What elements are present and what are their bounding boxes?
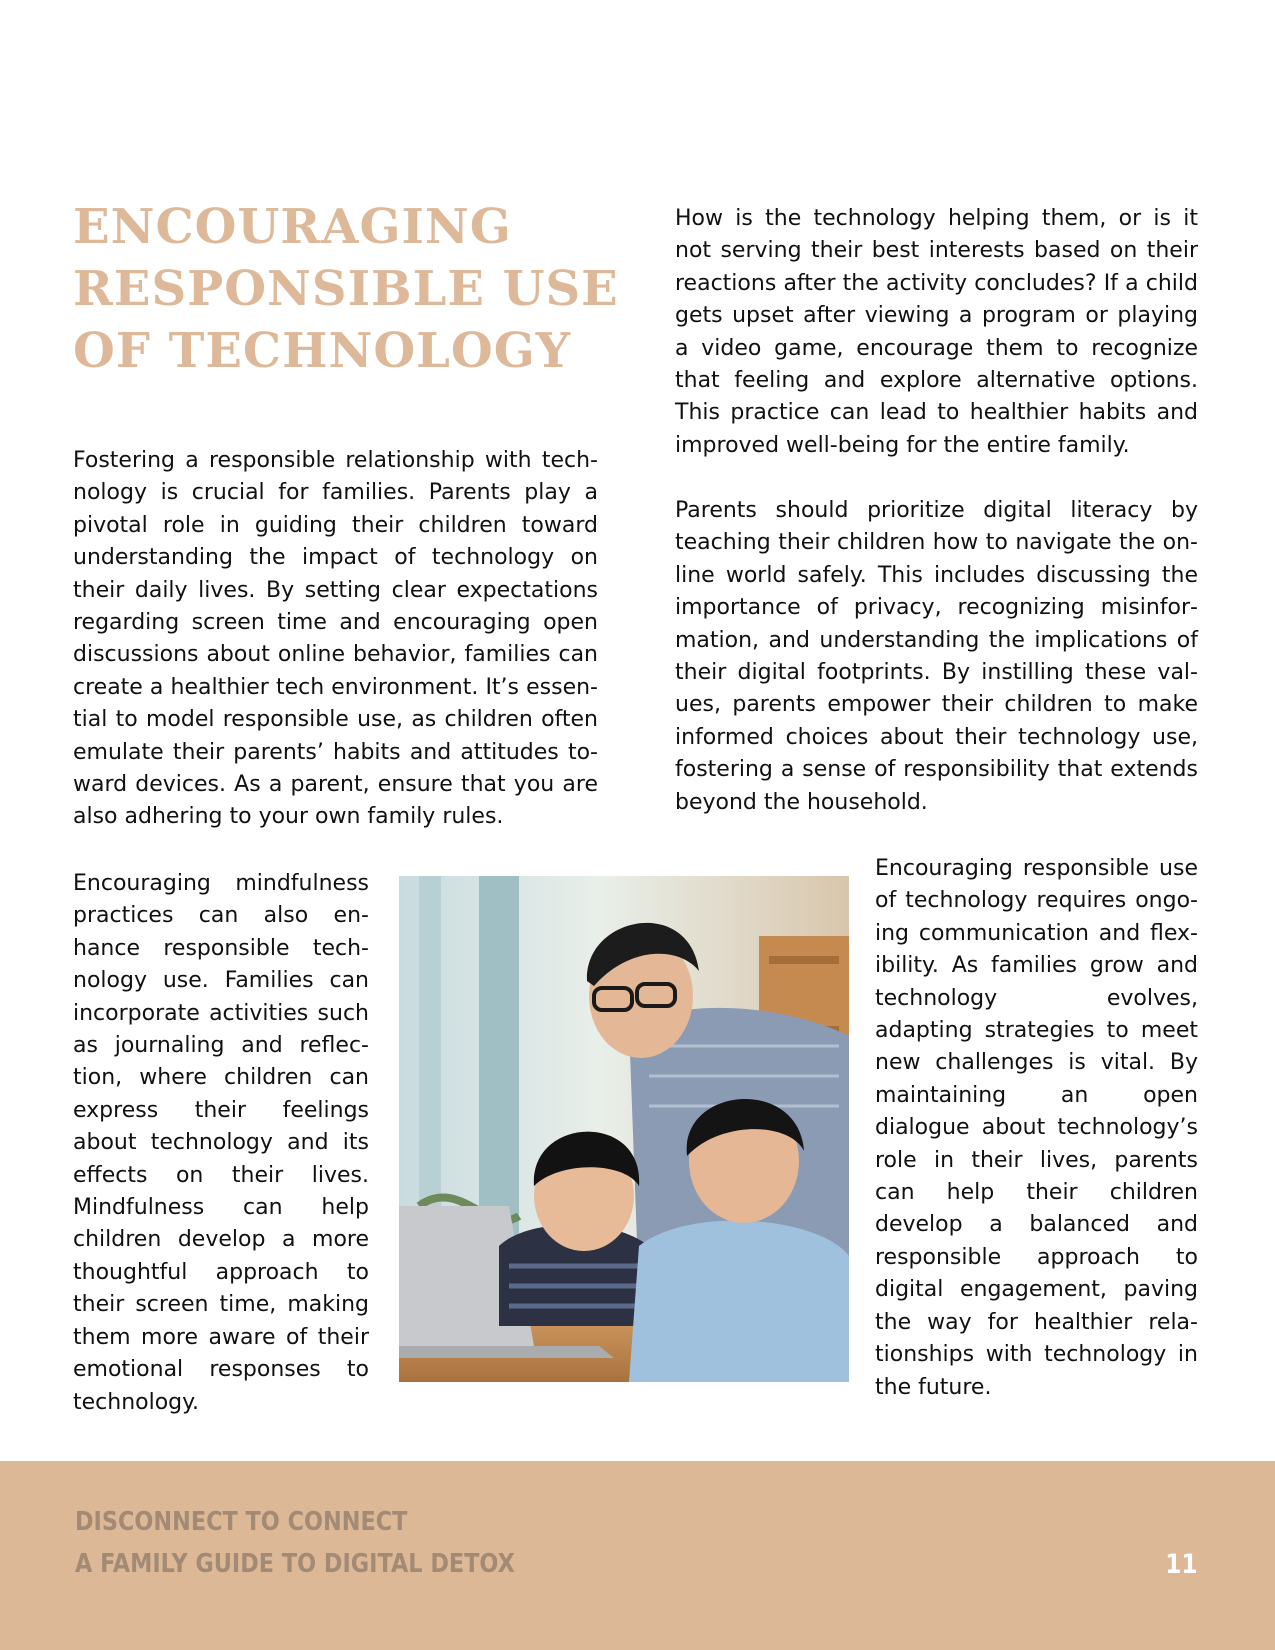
page-footer — [0, 1461, 1275, 1650]
title-line: OF TECHNOLOGY — [73, 323, 571, 379]
ongoing-communication-paragraph: Encouraging responsible use of technology requires ongoing communication and flexibility. As families grow and technology evolves, adapting strategies to meet new challenges is vital. By maintaining an open dialogue about technology’s role in their lives, parents can help their children develop a balanced and responsible approach to digital engagement, paving the way for healthier relationships with technology in the future. — [875, 856, 1198, 1400]
title-line: ENCOURAGING — [73, 199, 512, 255]
footer-guide-title: DISCONNECT TO CONNECT — [75, 1507, 408, 1537]
intro-paragraph: Fostering a responsible relationship with technology is crucial for families. Parents play a pivotal role in guiding their children toward understanding the impact of technology on their daily lives. By setting clear expectations regarding screen time and encouraging open discussions about online behavior, families can create a healthier tech environment. It’s essential to model responsible use, as children often emulate their parents’ habits and attitudes toward devices. As a parent, ensure that you are also adhering to your own family rules. — [73, 448, 598, 830]
family-laptop-photo — [399, 876, 849, 1382]
digital-literacy-paragraph: Parents should prioritize digital literacy by teaching their children how to navigate the online world safely. This includes discussing the importance of privacy, recognizing misinformation, and understanding the implications of their digital footprints. By instilling these values, parents empower their children to make informed choices about their technology use, fostering a sense of responsibility that extends beyond the household. — [675, 498, 1198, 815]
footer-guide-subtitle: A FAMILY GUIDE TO DIGITAL DETOX — [75, 1549, 515, 1579]
title-line: RESPONSIBLE USE — [73, 261, 619, 317]
reactions-paragraph: How is the technology helping them, or is it not serving their best interests based on their reactions after the activity concludes? If a child gets upset after viewing a program or playing a video game, encourage them to recognize that feeling and explore alternative options. This practice can lead to healthier habits and improved well-being for the entire family. — [675, 206, 1198, 458]
mindfulness-paragraph: Encouraging mindfulness practices can also enhance responsible technology use. Families can incorporate activities such as journaling and reflection, where children can express their feelings about technology and its effects on their lives. Mindfulness can help children develop a more thoughtful approach to their screen time, making them more aware of their emotional responses to technology. — [73, 871, 369, 1415]
page-title — [73, 196, 619, 382]
page-number: 11 — [1165, 1549, 1198, 1580]
